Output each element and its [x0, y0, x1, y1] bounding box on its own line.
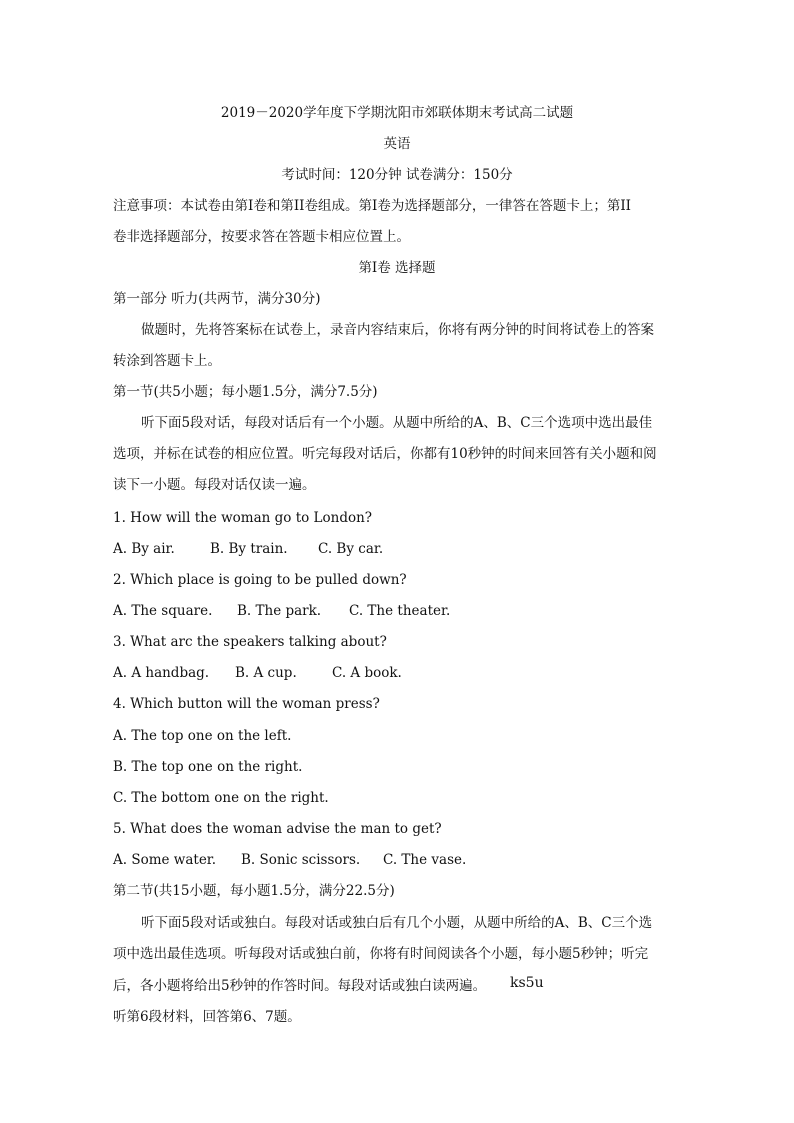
section1-title: 第一节(共5小题；每小题1.5分，满分7.5分) [113, 384, 378, 400]
question-1-option-c: C. By car. [318, 541, 384, 557]
section2-title: 第二节(共15小题，每小题1.5分，满分22.5分) [113, 883, 395, 899]
question-1-option-a: A. By air. [113, 541, 175, 557]
question-3-option-b: B. A cup. [235, 665, 297, 681]
question-1-options [113, 540, 683, 558]
notice-line-1: 注意事项：本试卷由第I卷和第II卷组成。第I卷为选择题部分，一律答在答题卡上；第II [113, 198, 631, 214]
question-2-option-c: C. The theater. [349, 603, 451, 619]
question-3-stem: 3. What arc the speakers talking about? [113, 634, 387, 650]
section1-instruction-2: 选项，并标在试卷的相应位置。听完每段对话后，你都有10秒钟的时间来回答有关小题和阅 [113, 446, 657, 462]
question-5-option-c: C. The vase. [383, 852, 467, 868]
notice-line-2: 卷非选择题部分，按要求答在答题卡相应位置上。 [113, 229, 410, 245]
question-5-stem: 5. What does the woman advise the man to get? [113, 821, 442, 837]
section1-instruction-3: 读下一小题。每段对话仅读一遍。 [113, 477, 316, 493]
question-5-options [113, 851, 683, 869]
section2-instruction-2: 项中选出最佳选项。听每段对话或独白前，你将有时间阅读各个小题，每小题5秒钟；听完 [113, 946, 649, 962]
volume1-title: 第I卷 选择题 [358, 260, 436, 276]
section1-instruction-1: 听下面5段对话，每段对话后有一个小题。从题中所给的A、B、C三个选项中选出最佳 [141, 415, 653, 431]
question-2-option-b: B. The park. [237, 603, 322, 619]
section2-next-material: 听第6段材料，回答第6、7题。 [113, 1009, 301, 1025]
section2-instruction-1: 听下面5段对话或独白。每段对话或独白后有几个小题，从题中所给的A、B、C三个选 [141, 915, 653, 931]
part1-instruction-1: 做题时，先将答案标在试卷上，录音内容结束后，你将有两分钟的时间将试卷上的答案 [141, 322, 654, 338]
exam-title: 2019－2020学年度下学期沈阳市郊联体期末考试高二试题 [220, 105, 574, 121]
question-2-options [113, 602, 683, 620]
question-4-option-b: B. The top one on the right. [113, 759, 303, 775]
source-mark: ks5u [510, 975, 544, 991]
exam-subject: 英语 [383, 136, 411, 152]
question-2-option-a: A. The square. [113, 603, 213, 619]
question-1-option-b: B. By train. [210, 541, 288, 557]
question-2-stem: 2. Which place is going to be pulled down? [113, 572, 407, 588]
question-4-option-c: C. The bottom one on the right. [113, 790, 329, 806]
question-5-option-a: A. Some water. [113, 852, 217, 868]
question-4-option-a: A. The top one on the left. [113, 728, 292, 744]
question-1-stem: 1. How will the woman go to London? [113, 510, 373, 526]
question-3-options [113, 664, 683, 682]
question-4-stem: 4. Which button will the woman press? [113, 696, 380, 712]
part1-instruction-2: 转涂到答题卡上。 [113, 353, 221, 369]
exam-info: 考试时间：120分钟 试卷满分：150分 [281, 167, 513, 183]
question-5-option-b: B. Sonic scissors. [241, 852, 361, 868]
question-3-option-a: A. A handbag. [113, 665, 210, 681]
part1-title: 第一部分 听力(共两节，满分30分) [113, 291, 321, 307]
question-3-option-c: C. A book. [332, 665, 402, 681]
section2-instruction-3: 后，各小题将给出5秒钟的作答时间。每段对话或独白读两遍。 [113, 978, 487, 994]
